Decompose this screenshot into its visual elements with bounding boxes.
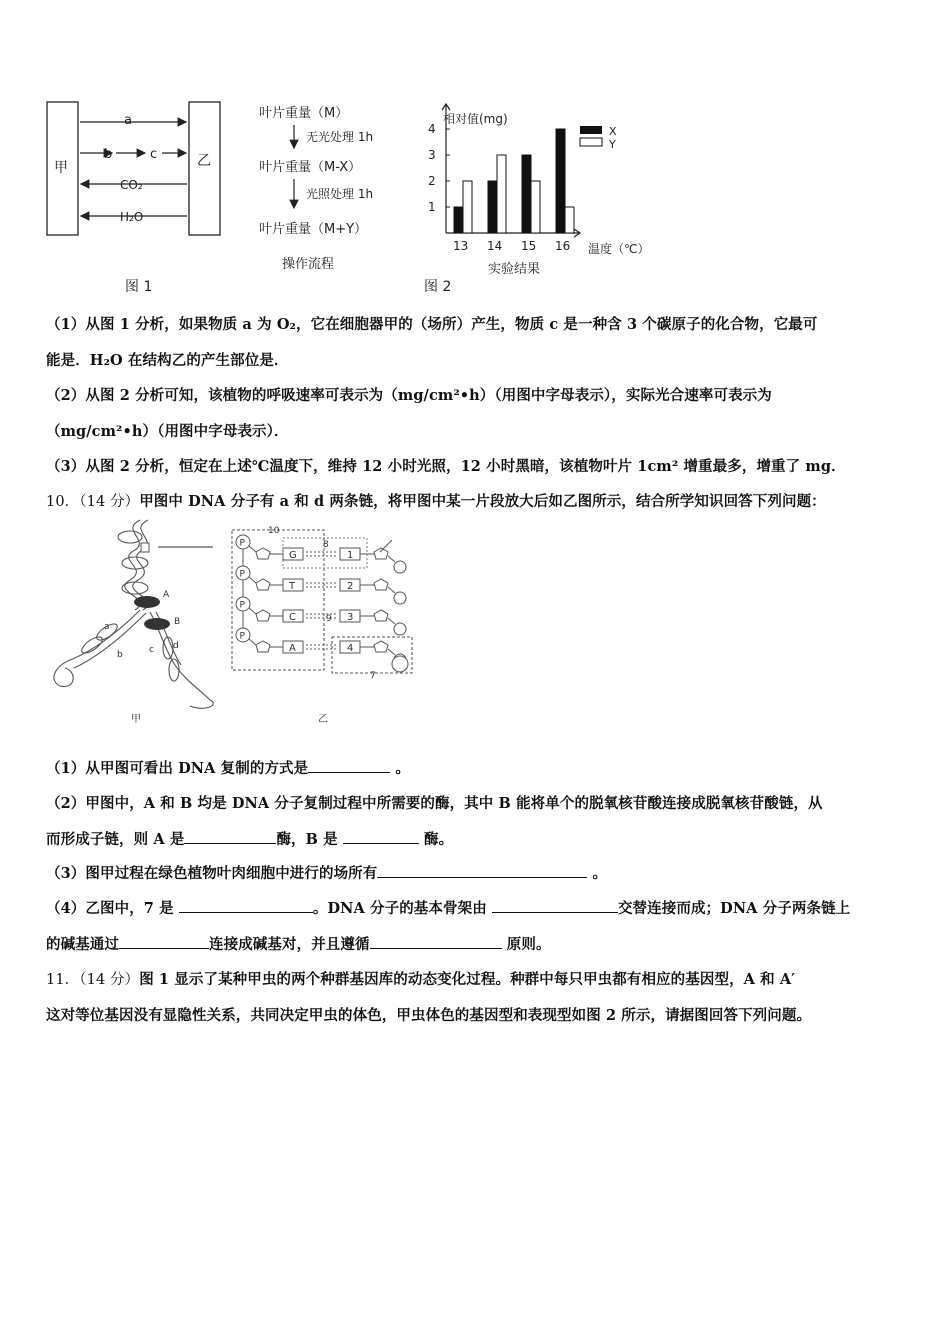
base-left-label: C [289,612,296,623]
flow-step-4: 光照处理 1h [306,187,374,201]
arrow-h2o-label: H₂O [120,210,144,224]
base-right-label: 3 [347,612,354,623]
base-left-label: A [289,643,296,654]
legend-x-label: X [609,125,617,138]
q10-sub2-line1: （2）甲图中，A 和 B 均是 DNA 分子复制过程中所需要的酶，其中 B 能将单个的脱氧核苷酸连接成脱氧核苷酸链，从 [46,795,823,812]
arrow-a-label: a [124,113,132,128]
q9-part2-line2: （mg/cm²•h）（用图中字母表示）． [46,423,289,440]
deoxyribose-pentagon [256,548,270,559]
yi-num-10: 10 [268,526,280,536]
flow-step-1: 叶片重量（M） [259,106,349,121]
deoxyribose-pentagon [256,610,270,621]
deoxyribose-pentagon [374,610,388,621]
phosphate-circle-right [394,561,406,573]
chart-xlabel: 温度（℃） [588,242,650,256]
backbone-link [388,556,395,562]
q10-sub4-text2: 的碱基通过 [46,936,119,953]
q10-number: 10． [46,494,80,510]
q10-sub4-mid2: 连接成碱基对，并且遵循 [209,936,370,953]
jia-label-B: B [174,617,181,627]
figure1-caption: 图 1 [125,279,153,295]
answer-blank-1[interactable] [308,758,390,773]
jia-label-A: A [163,590,170,600]
q10-sub4-line1 [46,897,850,918]
flow-step-5: 叶片重量（M+Y） [259,222,368,237]
base-right-label: 1 [347,550,354,561]
answer-blank-3[interactable] [343,829,419,844]
x-tick-label: 16 [555,239,571,253]
base-right-label: 4 [347,643,354,654]
base-left-label: G [289,550,297,561]
fig-yi-caption: 乙 [318,714,328,725]
deoxyribose-pentagon [374,641,388,652]
q10-sub1-text: （1）从甲图可看出 DNA 复制的方式是 [46,760,309,777]
jia-label-c: c [149,645,154,655]
organelle-jia-label: 甲 [54,160,68,176]
flow-step-3: 叶片重量（M-X） [259,160,362,175]
backbone-link [249,639,256,645]
jia-label-d: d [173,641,179,651]
backbone-link [249,608,256,614]
q10-sub2-line2 [46,828,453,849]
phosphate-circle-right [394,592,406,604]
enzyme-b [144,618,170,630]
strand-end [380,540,392,552]
chart-caption: 实验结果 [488,262,541,277]
backbone-link [249,546,256,552]
answer-blank-2[interactable] [184,829,276,844]
answer-blank-4[interactable] [377,863,587,878]
phosphate-label: P [239,569,245,580]
arrow-b-label: b [104,147,113,162]
q10-sub1-end: 。 [390,760,411,777]
answer-blank-7[interactable] [119,934,209,949]
y-tick-label: 2 [428,174,436,188]
y-tick-label: 3 [428,148,436,162]
q10-sub3 [46,862,607,883]
base-left-label: T [289,581,296,592]
q10-sub3-text: （3）图甲过程在绿色植物叶肉细胞中进行的场所有 [46,865,378,882]
q11-score: （14 分） [79,972,140,988]
chart-ylabel: 相对值(mg) [443,112,508,126]
yi-num-8: 8 [323,540,329,550]
answer-blank-8[interactable] [370,934,502,949]
enzyme-a [134,596,160,608]
phosphate-6-circle [392,656,408,672]
q10-sub4-tail: 交替连接而成；DNA 分子两条链上 [617,900,851,917]
q11-number: 11． [46,972,80,988]
figure2-caption: 图 2 [424,279,452,295]
phosphate-circle-right [394,623,406,635]
jia-label-b: b [117,650,123,660]
organelle-yi-label: 乙 [197,153,211,169]
q10-stem: 甲图中 DNA 分子有 a 和 d 两条链，将甲图中某一片段放大后如乙图所示，结合所学知识回答下列问题： [139,493,826,510]
q10-sub4-text: （4）乙图中，7 是 [46,900,179,917]
x-tick-label: 15 [521,239,537,253]
phosphate-label: P [239,600,245,611]
fig-jia-caption: 甲 [131,714,141,725]
phosphate-label: P [239,538,245,549]
q10-sub3-end: 。 [587,865,608,882]
yi-num-9: 9 [326,614,332,624]
deoxyribose-pentagon [374,579,388,590]
q11-stem: 图 1 显示了某种甲虫的两个种群基因库的动态变化过程。种群中每只甲虫都有相应的基因型，A 和 A′ [139,971,796,988]
deoxyribose-pentagon [256,579,270,590]
flow-caption: 操作流程 [282,257,335,272]
backbone-link [249,577,256,583]
q11-stem-line1 [46,968,795,989]
deoxyribose-pentagon [256,641,270,652]
arrow-co2-label: CO₂ [120,178,143,192]
q10-sub1 [46,757,410,778]
base-right-label: 2 [347,581,354,592]
flow-step-2: 无光处理 1h [306,130,374,144]
q10-sub4-mid: 。DNA 分子的基本骨架由 [312,900,492,917]
y-tick-label: 1 [428,200,436,214]
backbone-link [388,587,395,593]
q9-part1-line1: （1）从图 1 分析，如果物质 a 为 O₂，它在细胞器甲的（场所）产生，物质 c 是一种含 3 个碳原子的化合物，它最可 [46,316,818,333]
y-tick-label: 4 [428,122,436,136]
arrow-c-label: c [150,147,158,162]
x-tick-label: 13 [453,239,469,253]
q10-sub2-mid: 酶，B 是 [276,831,343,848]
q11-stem-line2: 这对等位基因没有显隐性关系，共同决定甲虫的体色，甲虫体色的基因型和表现型如图 2 所示，请据图回答下列问题。 [46,1007,812,1024]
q9-part2-line1: （2）从图 2 分析可知，该植物的呼吸速率可表示为（mg/cm²•h）（用图中字母表示），实际光合速率可表示为 [46,387,772,404]
answer-blank-6[interactable] [492,898,618,913]
deoxyribose-pentagon [374,548,388,559]
q10-score: （14 分） [79,494,140,510]
yi-num-7: 7 [370,671,376,681]
q9-part1-line2: 能是．H₂O 在结构乙的产生部位是． [46,352,289,369]
q10-sub4-line2 [46,933,551,954]
x-tick-label: 14 [487,239,503,253]
q10-sub4-end: 原则。 [501,936,551,953]
phosphate-label: P [239,631,245,642]
q9-part3: （3）从图 2 分析，恒定在上述℃温度下，维持 12 小时光照，12 小时黑暗，该植物叶片 1cm² 增重最多，增重了 mg． [46,458,846,475]
answer-blank-5[interactable] [179,898,313,913]
backbone-link [388,649,395,655]
q10-sub2-text: 而形成子链，则 A 是 [46,831,185,848]
jia-label-a: a [104,622,110,632]
q10-sub2-end: 酶。 [418,831,454,848]
legend-y-label: Y [609,138,616,151]
backbone-link [388,618,395,624]
